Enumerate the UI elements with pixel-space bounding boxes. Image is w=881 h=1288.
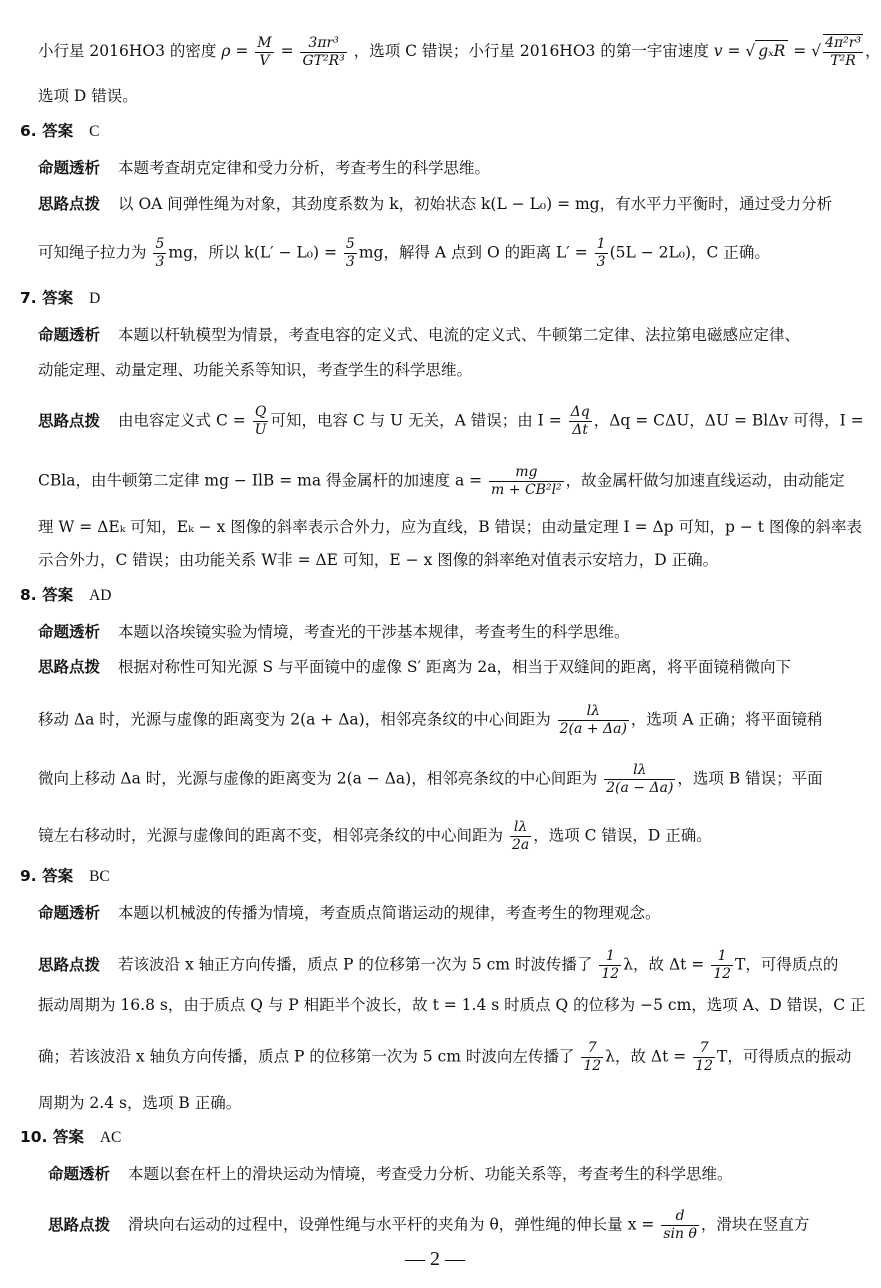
answer-heading-10: 10. 答案 AC: [20, 1128, 122, 1146]
text-line: 命题透析 本题以杆轨模型为情景，考查电容的定义式、电流的定义式、牛顿第二定律、法拉第电磁感应定律、: [38, 326, 801, 344]
fraction: $\frac{1}{12}$: [601, 948, 620, 982]
answer-heading-9: 9. 答案 BC: [20, 867, 110, 885]
fraction: $\frac{5}{3}$: [155, 236, 165, 270]
text-line: 命题透析 本题以机械波的传播为情境，考查质点简谐运动的规律，考查考生的物理观念。: [38, 904, 661, 922]
text-line: 思路点拨 滑块向右运动的过程中，设弹性绳与水平杆的夹角为 θ，弹性绳的伸长量 x = $\frac{d}{\text{sin θ}}$ ，滑块在竖直方: [48, 1208, 810, 1242]
text-line: 命题透析 本题以洛埃镜实验为情境，考查光的干涉基本规律，考查考生的科学思维。: [38, 623, 630, 641]
fraction: $\frac{mg}{\text{m + CB²l²}}$: [491, 464, 562, 498]
text-line: 镜左右移动时，光源与虚像间的距离不变，相邻亮条纹的中心间距为 $\frac{l\lambda}{2a}$ ，选项 C 错误，D 正确。: [38, 819, 712, 853]
fraction: $\frac{\Delta q}{\Delta t}$: [570, 404, 590, 438]
fraction: $\frac{1}{3}$: [596, 236, 606, 270]
text-segment: 小行星 2016HO3 的密度: [38, 42, 217, 60]
answer-heading-8: 8. 答案 AD: [20, 586, 112, 604]
text-line: 理 W = ΔEₖ 可知，Eₖ − x 图像的斜率表示合外力，应为直线，B 错误；由动量定理 I = Δp 可知，p − t 图像的斜率表: [38, 518, 862, 536]
fraction: $\frac{l\lambda}{2a}$: [511, 819, 530, 853]
fraction: $\frac{l\lambda}{2(a - \Delta a)}$: [606, 762, 674, 796]
text-line: 周期为 2.4 s，选项 B 正确。: [38, 1094, 242, 1112]
text-line: 思路点拨 根据对称性可知光源 S 与平面镜中的虚像 S′ 距离为 2a，相当于双缝间的距离，将平面镜稍微向下: [38, 658, 792, 676]
fraction: $\frac{\text{4π²r³}}{\text{T²R}}$: [825, 35, 862, 69]
fraction: $\frac{1}{12}$: [713, 948, 732, 982]
text-line: 思路点拨 以 OA 间弹性绳为对象，其劲度系数为 k，初始状态 k(L − L₀) = mg，有水平力平衡时，通过受力分析: [38, 195, 833, 213]
text-segment: ，选项 C 错误；小行星 2016HO3 的第一宇宙速度: [353, 42, 709, 60]
answer-heading-7: 7. 答案 D: [20, 289, 101, 307]
answer-heading-6: 6. 答案 C: [20, 122, 100, 140]
fraction: $\frac{d}{\text{sin θ}}$: [663, 1208, 697, 1242]
text-line: 命题透析 本题以套在杆上的滑块运动为情境，考查受力分析、功能关系等，考查考生的科学思维。: [48, 1165, 733, 1183]
fraction: $\frac{\text{3πr³}}{\text{GT²R³}}$: [302, 34, 345, 69]
text-line: 可知绳子拉力为 $\frac{5}{3}$ mg，所以 k(L′ − L₀) = $\frac{5}{3}$ mg，解得 A 点到 O 的距离 L′ = $\frac{1}{3}$ (5L − 2L₀)，C 正确。: [38, 236, 770, 270]
text-line: 确；若该波沿 x 轴负方向传播，质点 P 的位移第一次为 5 cm 时波向左传播了 $\frac{7}{12}$ λ，故 Δt = $\frac{7}{12}$ T，可得质点的振动: [38, 1040, 852, 1074]
text-segment: v =: [713, 42, 741, 60]
text-line: 振动周期为 16.8 s，由于质点 Q 与 P 相距半个波长，故 t = 1.4 s 时质点 Q 的位移为 −5 cm，选项 A、D 错误，C 正: [38, 996, 866, 1014]
page-number: — 2 —: [405, 1248, 465, 1270]
text-line: 思路点拨 由电容定义式 C = $\frac{Q}{U}$ 可知，电容 C 与 U 无关，A 错误；由 I = $\frac{\Delta q}{\Delta t}$ ，Δq = CΔU，ΔU = BlΔv 可得，I =: [38, 404, 864, 438]
sqrt-term: gₓR: [755, 40, 788, 61]
fraction: $\frac{7}{12}$: [583, 1040, 602, 1074]
text-line: 小行星 2016HO3 的密度 ρ = $\frac{M}{V}$ = $\frac{\text{3πr³}}{\text{GT²R³}}$ ，选项 C 错误；小行星 2016HO3 的第一宇宙速度 v = √ gₓR = √ $\frac{\text{4π²r³}}{\text{T²R}}$ ，: [38, 34, 881, 69]
fraction: $\frac{7}{12}$: [695, 1040, 714, 1074]
fraction: $\frac{l\lambda}{2(a + \Delta a)}$: [559, 703, 627, 737]
fraction: $\frac{M}{V}$: [257, 34, 272, 69]
fraction: $\frac{5}{3}$: [345, 236, 355, 270]
text-line: 移动 Δa 时，光源与虚像的距离变为 2(a + Δa)，相邻亮条纹的中心间距为 $\frac{l\lambda}{2(a + \Delta a)}$ ，选项 A 正确；将平面镜稍: [38, 703, 823, 737]
text-line: 动能定理、动量定理、功能关系等知识，考查学生的科学思维。: [38, 361, 473, 379]
fraction: $\frac{Q}{U}$: [254, 404, 267, 438]
text-line: 示合外力，C 错误；由功能关系 W非 = ΔE 可知，E − x 图像的斜率绝对值表示安培力，D 正确。: [38, 551, 719, 569]
text-line: 微向上移动 Δa 时，光源与虚像的距离变为 2(a − Δa)，相邻亮条纹的中心间距为 $\frac{l\lambda}{2(a - \Delta a)}$ ，选项 B 错误；平面: [38, 762, 823, 796]
text-line: CBla，由牛顿第二定律 mg − IlB = ma 得金属杆的加速度 a = $\frac{mg}{\text{m + CB²l²}}$ ，故金属杆做匀加速直线运动，由动能定: [38, 464, 845, 498]
text-line: 思路点拨 若该波沿 x 轴正方向传播，质点 P 的位移第一次为 5 cm 时波传播了 $\frac{1}{12}$ λ，故 Δt = $\frac{1}{12}$ T，可得质点的: [38, 948, 839, 982]
text-line: 选项 D 错误。: [38, 87, 138, 105]
text-line: 命题透析 本题考查胡克定律和受力分析，考查考生的科学思维。: [38, 159, 491, 177]
